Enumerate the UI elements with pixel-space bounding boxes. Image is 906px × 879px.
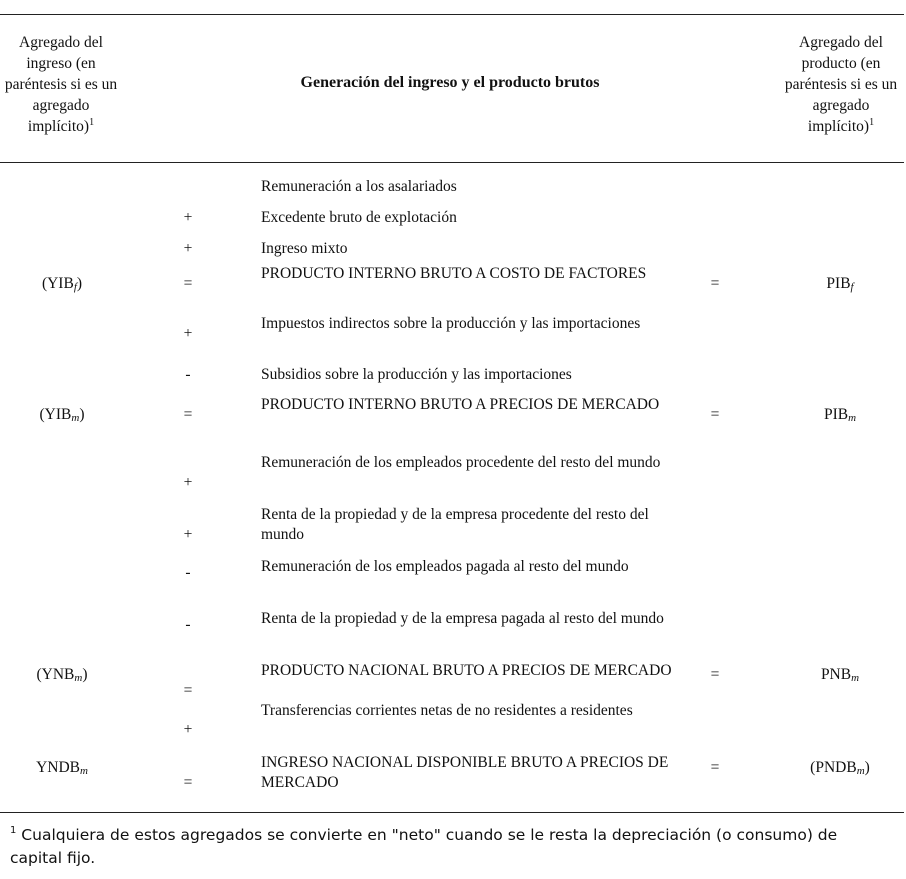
- income-aggregate: YNDBm: [36, 759, 88, 777]
- row-operator: =: [183, 774, 193, 791]
- row-desc: Remuneración a los asalariados: [261, 178, 457, 195]
- product-aggregate: (PNDBm): [810, 759, 870, 777]
- row-operator: =: [183, 275, 193, 292]
- product-aggregate: PNBm: [820, 666, 860, 684]
- row-operator-right: =: [710, 666, 720, 683]
- row-desc: Transferencias corrientes netas de no residentes a residentes: [261, 702, 633, 719]
- header-title: Generación del ingreso y el producto brutos: [300, 74, 600, 91]
- row-operator: +: [183, 721, 193, 738]
- row-desc: Impuestos indirectos sobre la producción y las importaciones: [261, 315, 641, 332]
- row-desc: INGRESO NACIONAL DISPONIBLE BRUTO A PRECIOS DE MERCADO: [261, 754, 669, 791]
- product-aggregate: PIBm: [823, 406, 857, 424]
- income-aggregate: (YIBf): [41, 275, 83, 293]
- header-product-aggregate: Agregado del producto (en paréntesis si es un agregado implícito)$^1$: [784, 34, 898, 135]
- income-aggregate: (YIBm): [39, 406, 85, 424]
- row-desc: Excedente bruto de explotación: [261, 209, 457, 226]
- product-aggregate: PIBf: [826, 275, 854, 293]
- row-operator: =: [183, 682, 193, 699]
- top-rule: [0, 14, 904, 15]
- row-operator: +: [183, 474, 193, 491]
- footnote: $^1$ Cualquiera de estos agregados se convierte en "neto" cuando se le resta la depreciación (o consumo) de capital fijo.: [10, 825, 838, 867]
- bottom-rule: [0, 812, 904, 813]
- row-desc: Remuneración de los empleados pagada al resto del mundo: [261, 558, 629, 575]
- row-desc: Subsidios sobre la producción y las importaciones: [261, 366, 572, 383]
- row-desc: PRODUCTO NACIONAL BRUTO A PRECIOS DE MERCADO: [261, 662, 672, 679]
- row-operator-right: =: [710, 759, 720, 776]
- row-desc: Ingreso mixto: [261, 240, 348, 257]
- row-desc: PRODUCTO INTERNO BRUTO A COSTO DE FACTORES: [261, 265, 647, 282]
- row-desc: PRODUCTO INTERNO BRUTO A PRECIOS DE MERCADO: [261, 396, 660, 413]
- row-operator: -: [185, 616, 191, 633]
- row-operator-right: =: [710, 406, 720, 423]
- row-operator: -: [185, 564, 191, 581]
- row-operator: +: [183, 526, 193, 543]
- row-operator-right: =: [710, 275, 720, 292]
- row-desc: Renta de la propiedad y de la empresa procedente del resto del mundo: [261, 506, 649, 543]
- row-desc: Renta de la propiedad y de la empresa pagada al resto del mundo: [261, 610, 664, 627]
- header-income-aggregate: Agregado del ingreso (en paréntesis si es un agregado implícito)$^1$: [4, 34, 118, 135]
- income-aggregate: (YNBm): [36, 666, 88, 684]
- row-operator: -: [185, 366, 191, 383]
- row-operator: +: [183, 209, 193, 226]
- header-rule: [0, 162, 904, 163]
- row-operator: =: [183, 406, 193, 423]
- row-operator: +: [183, 240, 193, 257]
- row-desc: Remuneración de los empleados procedente del resto del mundo: [261, 454, 661, 471]
- row-operator: +: [183, 325, 193, 342]
